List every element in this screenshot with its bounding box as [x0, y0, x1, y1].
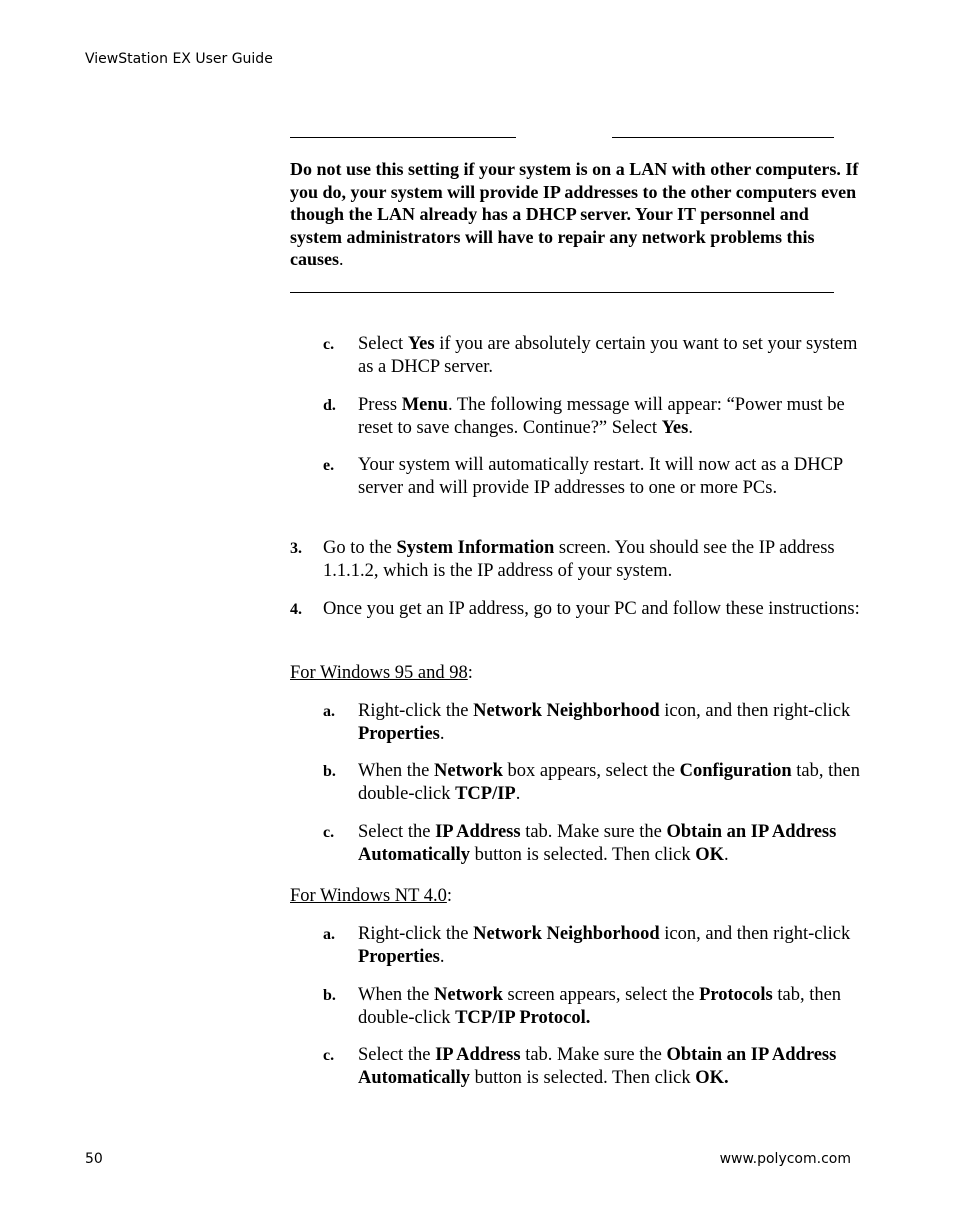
- warning-bottom-rule: [290, 292, 834, 293]
- step-text: Select the IP Address tab. Make sure the Obtain an IP Address Automatically button is selected. Then click OK.: [358, 822, 837, 865]
- step-label: e.: [323, 457, 335, 474]
- step-text: Once you get an IP address, go to your PC and follow these instructions:: [323, 599, 860, 619]
- step-label: d.: [323, 397, 336, 414]
- step-label: b.: [323, 763, 336, 780]
- step-text: Select the IP Address tab. Make sure the Obtain an IP Address Automatically button is selected. Then click OK.: [358, 1045, 837, 1088]
- step-text: Select Yes if you are absolutely certain you want to set your system as a DHCP server.: [358, 334, 858, 377]
- step-text: Right-click the Network Neighborhood icon, and then right-click Properties.: [358, 924, 851, 967]
- warning-period: .: [339, 249, 344, 269]
- step-text: When the Network screen appears, select the Protocols tab, then double-click TCP/IP Protocol.: [358, 985, 842, 1028]
- warning-top-rule-right: [612, 137, 834, 138]
- warning-text: Do not use this setting if your system is on a LAN with other computers. If you do, your system will provide IP addresses to the other computers even though the LAN already has a DHCP server. Your IT personnel and system administrators will have to repair any network problems this causes: [290, 159, 859, 269]
- step-text: When the Network box appears, select the Configuration tab, then double-click TCP/IP.: [358, 761, 860, 804]
- step-text: Press Menu. The following message will appear: “Power must be reset to save changes. Continue?” Select Yes.: [358, 395, 845, 438]
- step-label: c.: [323, 824, 335, 841]
- step-label: a.: [323, 703, 335, 720]
- section-heading-winnt: For Windows NT 4.0:: [290, 886, 453, 906]
- step-label: c.: [323, 336, 335, 353]
- warning-note: [290, 158, 860, 271]
- step-text: Right-click the Network Neighborhood icon, and then right-click Properties.: [358, 701, 851, 744]
- running-header: ViewStation EX User Guide: [85, 51, 273, 67]
- page-number: 50: [85, 1151, 103, 1167]
- step-label: c.: [323, 1047, 335, 1064]
- step-text: Your system will automatically restart. It will now act as a DHCP server and will provide IP addresses to one or more PCs.: [358, 455, 843, 498]
- step-text: Go to the System Information screen. You should see the IP address 1.1.1.2, which is the IP address of your system.: [323, 538, 835, 581]
- step-number: 4.: [290, 601, 302, 618]
- step-label: b.: [323, 987, 336, 1004]
- section-heading-win9x: For Windows 95 and 98:: [290, 663, 473, 683]
- step-number: 3.: [290, 540, 302, 557]
- warning-top-rule-left: [290, 137, 516, 138]
- footer-url-link[interactable]: www.polycom.com: [719, 1151, 851, 1167]
- step-label: a.: [323, 926, 335, 943]
